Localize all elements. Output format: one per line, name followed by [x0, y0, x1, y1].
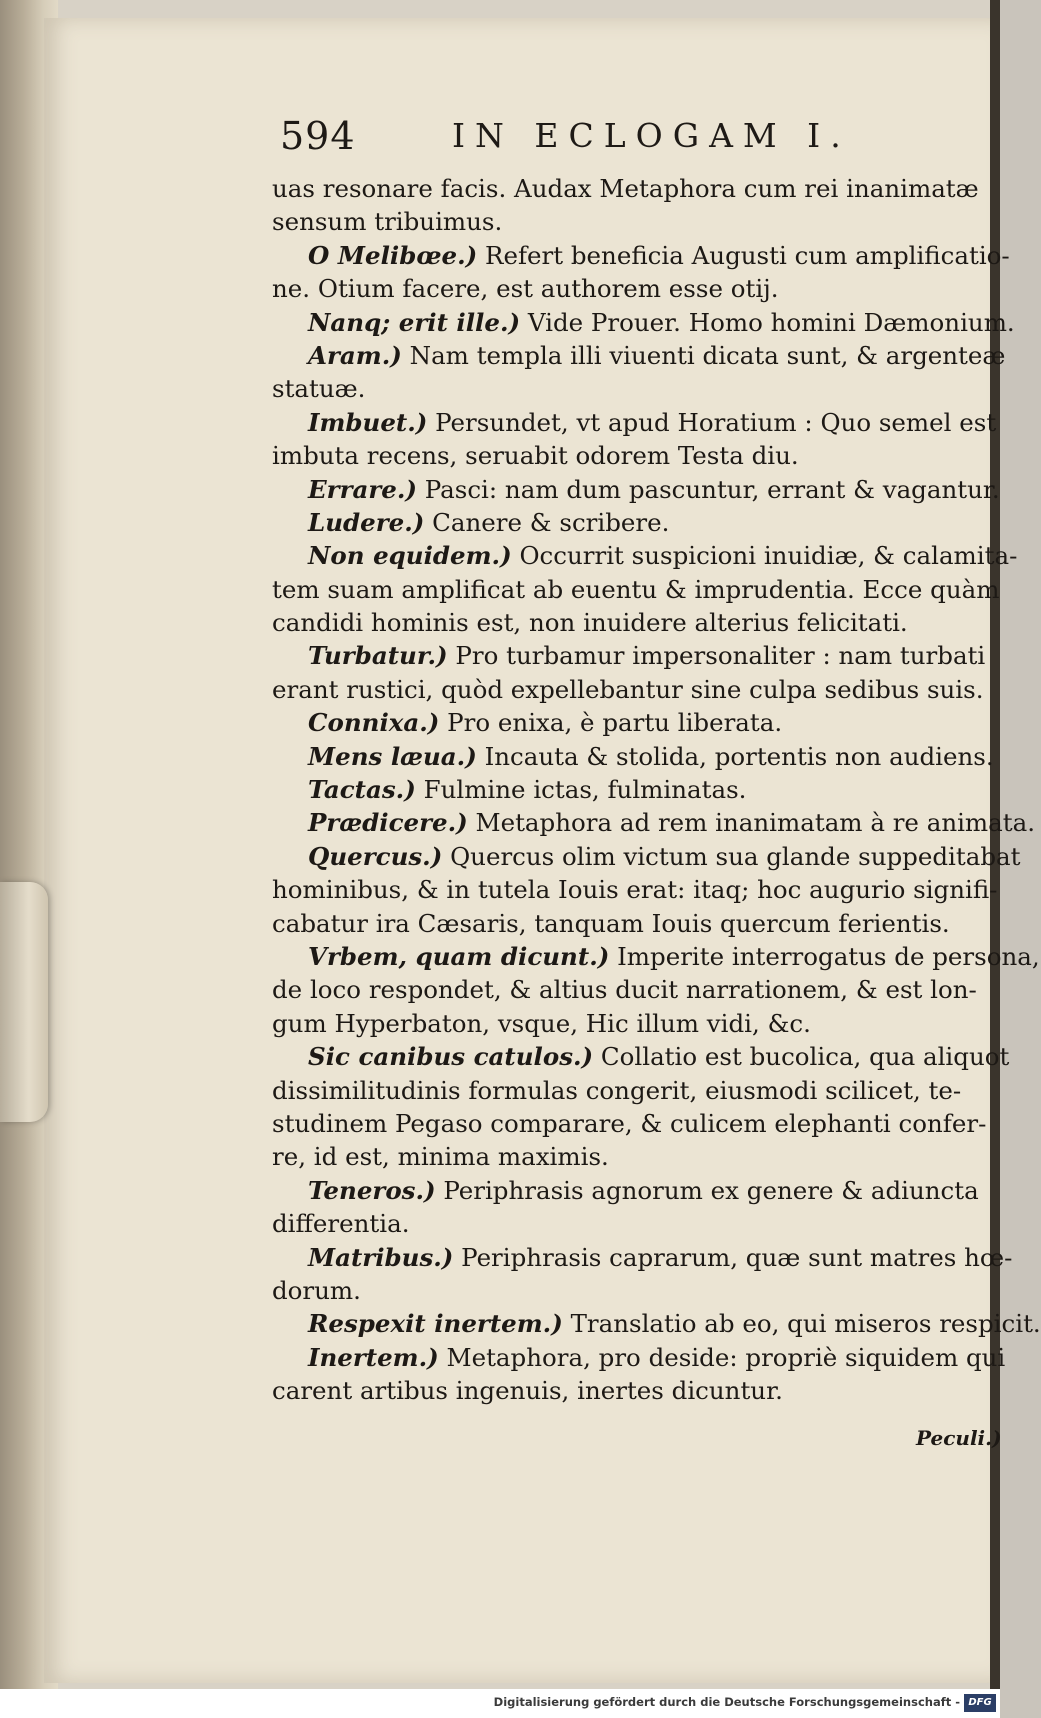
line-text: Canere & scribere. [424, 507, 670, 537]
catchword: Peculi.) [916, 1426, 1002, 1450]
commentary-text [272, 172, 1041, 1407]
text-line [272, 306, 1015, 339]
dfg-logo-icon: DFG [964, 1694, 996, 1712]
digitization-footer [0, 1689, 1000, 1718]
lemma: Nanq; erit ille.) [308, 307, 521, 337]
line-text: de loco respondet, & altius ducit narrationem, & est lon- [272, 975, 977, 1005]
line-text: sensum tribuimus. [272, 207, 503, 237]
text-line [272, 973, 988, 1006]
lemma: Prædicere.) [308, 808, 468, 838]
text-line [272, 940, 1040, 973]
running-head [280, 114, 900, 164]
line-text: dorum. [272, 1275, 361, 1305]
book-clasp [0, 882, 48, 1122]
text-line [272, 272, 988, 305]
line-text: Metaphora ad rem inanimatam à re animata. [467, 808, 1036, 838]
lemma: Quercus.) [308, 841, 443, 871]
text-line [272, 1341, 1006, 1374]
lemma: Connixa.) [308, 708, 440, 738]
page-number: 594 [280, 114, 356, 158]
text-line [272, 1274, 988, 1307]
line-text: Persundet, vt apud Horatium : Quo semel est [427, 407, 997, 437]
text-line [272, 573, 1000, 606]
line-text: imbuta recens, seruabit odorem Testa diu. [272, 441, 799, 471]
text-line [272, 439, 988, 472]
line-text: Occurrit suspicioni inuidiæ, & calamita- [511, 541, 1018, 571]
line-text: Nam templa illi viuenti dicata sunt, & argenteæ [401, 340, 1006, 370]
text-line [272, 806, 1036, 839]
line-text: Vide Prouer. Homo homini Dæmonium. [520, 307, 1015, 337]
line-text: dissimilitudinis formulas congerit, eiusmodi scilicet, te- [272, 1075, 962, 1105]
text-line [272, 473, 1000, 506]
text-line [272, 1107, 988, 1140]
text-line [272, 506, 988, 539]
line-text: candidi hominis est, non inuidere alterius felicitati. [272, 608, 908, 638]
lemma: O Melibœe.) [308, 240, 478, 270]
lemma: Matribus.) [308, 1242, 454, 1272]
line-text: tem suam amplificat ab euentu & imprudentia. Ecce quàm [272, 574, 1000, 604]
text-line [272, 1007, 988, 1040]
line-text: Metaphora, pro deside: propriè siquidem qui [438, 1342, 1006, 1372]
line-text: Pro turbamur impersonaliter : nam turbati [447, 641, 986, 671]
lemma: Imbuet.) [308, 407, 428, 437]
line-text: Incauta & stolida, portentis non audiens. [476, 741, 994, 771]
lemma: Turbatur.) [308, 641, 448, 671]
line-text: hominibus, & in tutela Iouis erat: itaq; hoc augurio signifi- [272, 875, 998, 905]
text-line [272, 539, 1018, 572]
text-line [272, 172, 988, 205]
lemma: Respexit inertem.) [308, 1309, 563, 1339]
line-text: Pro enixa, è partu liberata. [439, 708, 783, 738]
text-line [272, 606, 988, 639]
line-text: studinem Pegaso comparare, & culicem elephanti confer- [272, 1108, 987, 1138]
text-line [272, 706, 988, 739]
lemma: Mens læua.) [308, 741, 477, 771]
text-line [272, 873, 998, 906]
lemma: Non equidem.) [308, 541, 512, 571]
text-line [272, 1040, 1010, 1073]
line-text: Periphrasis caprarum, quæ sunt matres hœ- [453, 1242, 1013, 1272]
line-text: Translatio ab eo, qui miseros respicit. [562, 1309, 1041, 1339]
lemma: Tactas.) [308, 775, 416, 805]
line-text: Quercus olim victum sua glande suppeditabat [442, 841, 1021, 871]
lemma: Aram.) [308, 340, 402, 370]
line-text: carent artibus ingenuis, inertes dicuntur. [272, 1376, 783, 1406]
lemma: Sic canibus catulos.) [308, 1042, 594, 1072]
line-text: Collatio est bucolica, qua aliquot [593, 1042, 1010, 1072]
lemma: Errare.) [308, 474, 417, 504]
text-line [272, 339, 1006, 372]
text-line [272, 205, 988, 238]
text-line [272, 773, 988, 806]
text-line [272, 1241, 1013, 1274]
text-line [272, 840, 1021, 873]
text-line [272, 239, 1010, 272]
text-line [272, 673, 988, 706]
text-line [272, 406, 997, 439]
line-text: Pasci: nam dum pascuntur, errant & vagantur. [416, 474, 1000, 504]
text-line [272, 1207, 988, 1240]
text-line [272, 1374, 988, 1407]
line-text: cabatur ira Cæsaris, tanquam Iouis quercum ferientis. [272, 908, 950, 938]
line-text: ne. Otium facere, est authorem esse otij. [272, 274, 779, 304]
line-text: gum Hyperbaton, vsque, Hic illum vidi, &c. [272, 1008, 811, 1038]
line-text: uas resonare facis. Audax Metaphora cum rei inanimatæ [272, 174, 979, 203]
footer-credit: Digitalisierung gefördert durch die Deutsche Forschungsgemeinschaft - [493, 1695, 960, 1709]
text-line [272, 372, 988, 405]
line-text: re, id est, minima maximis. [272, 1142, 609, 1172]
line-text: Refert beneficia Augusti cum amplificatio- [477, 240, 1010, 270]
lemma: Vrbem, quam dicunt.) [308, 941, 610, 971]
line-text: differentia. [272, 1209, 410, 1239]
lemma: Ludere.) [308, 507, 425, 537]
text-line [272, 1307, 1041, 1340]
text-line [272, 1074, 988, 1107]
line-text: Imperite interrogatus de persona, [609, 941, 1040, 971]
text-line [272, 907, 988, 940]
text-line [272, 1174, 988, 1207]
line-text: statuæ. [272, 374, 366, 404]
line-text: Periphrasis agnorum ex genere & adiuncta [435, 1175, 979, 1205]
running-head-title: IN ECLOGAM I. [452, 116, 851, 155]
text-line [272, 740, 994, 773]
text-line [272, 1140, 988, 1173]
line-text: Fulmine ictas, fulminatas. [415, 775, 747, 805]
text-line [272, 639, 988, 672]
line-text: erant rustici, quòd expellebantur sine culpa sedibus suis. [272, 674, 984, 704]
lemma: Inertem.) [308, 1342, 439, 1372]
lemma: Teneros.) [308, 1175, 436, 1205]
